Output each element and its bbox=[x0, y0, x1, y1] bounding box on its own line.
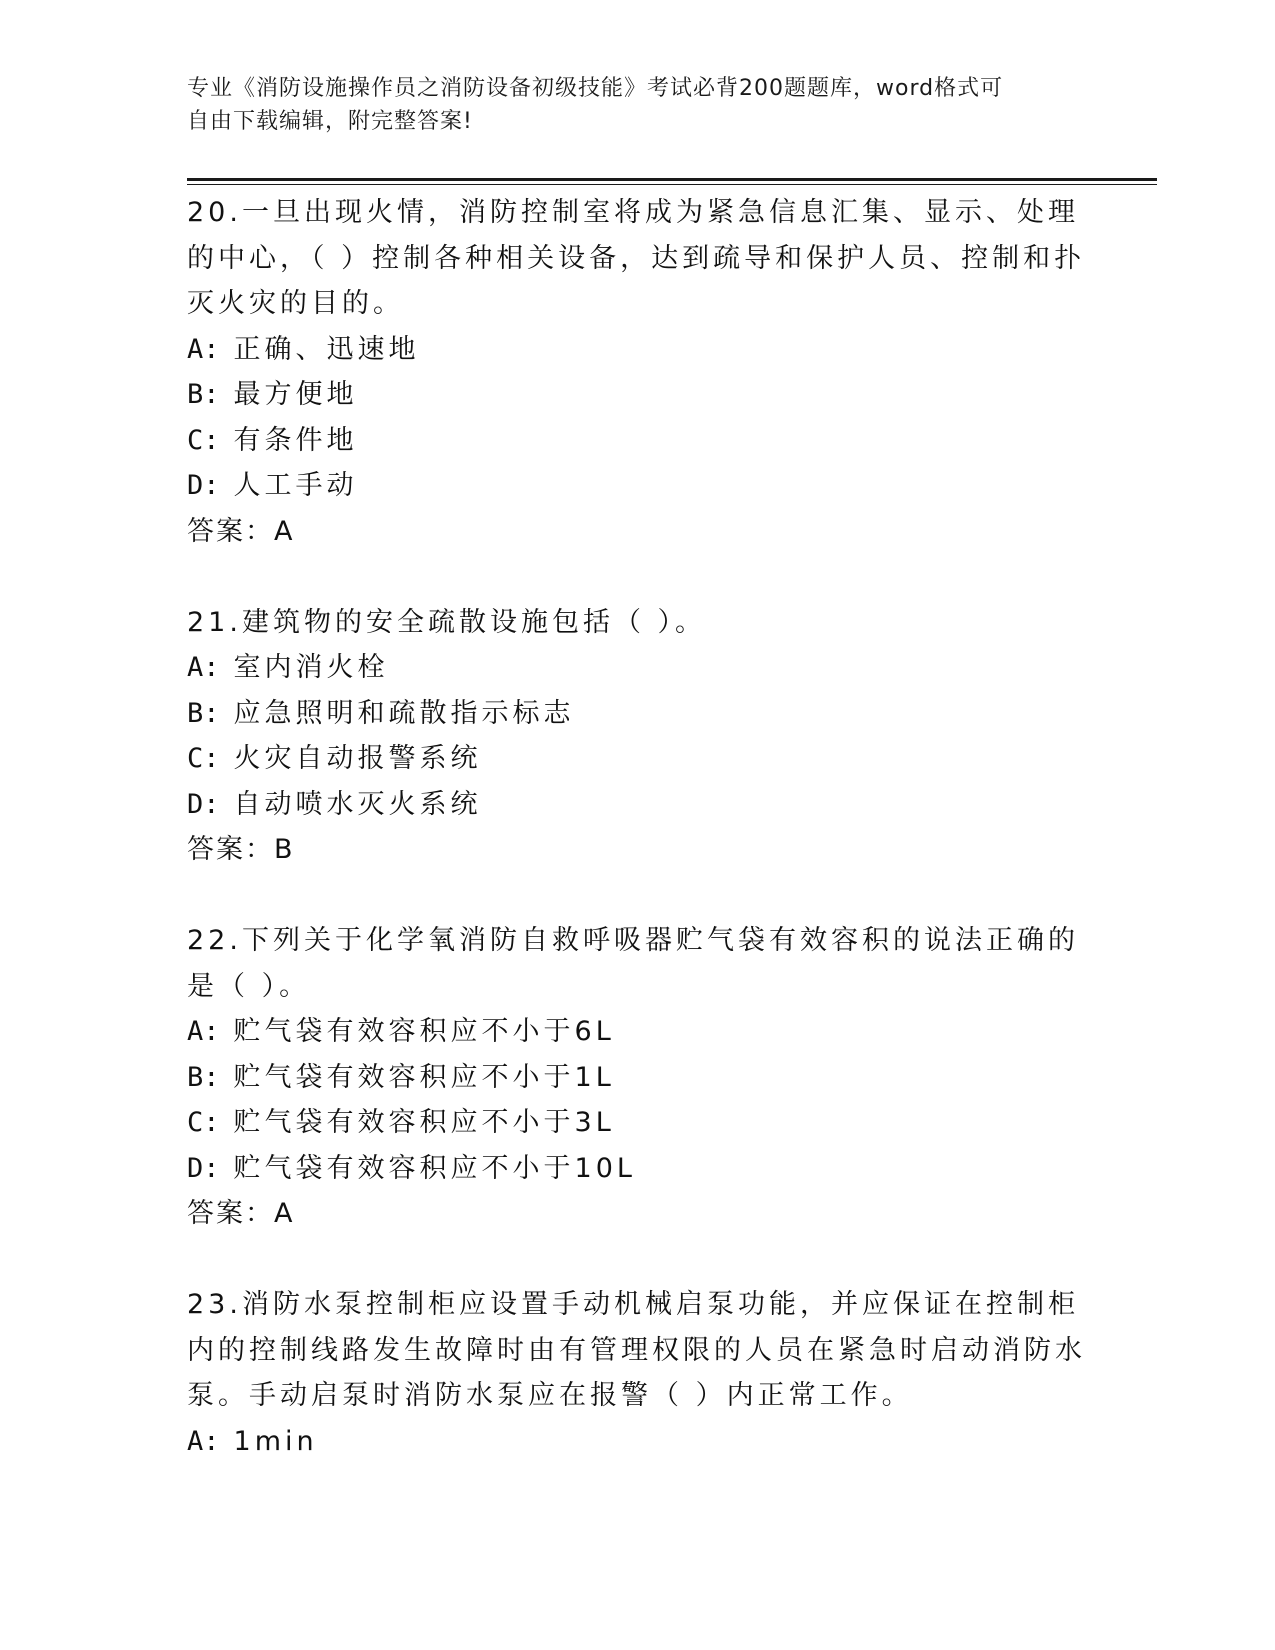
option-d bbox=[187, 782, 1087, 828]
answer-line: 答案：B bbox=[187, 834, 295, 865]
option-a bbox=[187, 1009, 1087, 1055]
question-22 bbox=[187, 918, 1087, 1237]
question-20 bbox=[187, 190, 1087, 554]
option-b bbox=[187, 691, 1087, 737]
header-divider-thick bbox=[187, 178, 1157, 181]
option-text: 贮气袋有效容积应不小于3L bbox=[233, 1107, 615, 1138]
option-letter: D: bbox=[187, 470, 220, 501]
option-a bbox=[187, 1419, 1087, 1465]
question-23 bbox=[187, 1282, 1087, 1464]
question-stem: 20.一旦出现火情，消防控制室将成为紧急信息汇集、显示、处理的中心，（ ）控制各种相关设备，达到疏导和保护人员、控制和扑灭火灾的目的。 bbox=[187, 197, 1086, 319]
option-letter: B: bbox=[187, 697, 220, 729]
option-text: 最方便地 bbox=[233, 379, 358, 410]
option-a bbox=[187, 327, 1087, 373]
option-text: 室内消火栓 bbox=[233, 652, 389, 683]
option-b bbox=[187, 1055, 1087, 1101]
option-text: 贮气袋有效容积应不小于10L bbox=[233, 1152, 636, 1184]
option-letter: B: bbox=[187, 1061, 220, 1093]
option-d bbox=[187, 463, 1087, 509]
option-text: 有条件地 bbox=[233, 424, 358, 456]
option-c bbox=[187, 1100, 1087, 1146]
document-header bbox=[187, 72, 1087, 138]
option-d bbox=[187, 1146, 1087, 1192]
header-line-1: 专业《消防设施操作员之消防设备初级技能》考试必背200题题库，word格式可 bbox=[187, 76, 1004, 101]
option-letter: C: bbox=[187, 743, 220, 774]
option-b bbox=[187, 372, 1087, 418]
option-text: 自动喷水灭火系统 bbox=[233, 788, 482, 820]
option-text: 应急照明和疏散指示标志 bbox=[233, 697, 575, 729]
question-21 bbox=[187, 600, 1087, 873]
answer-line: 答案：A bbox=[187, 1198, 295, 1229]
option-letter: D: bbox=[187, 1152, 220, 1184]
option-text: 正确、迅速地 bbox=[233, 333, 420, 365]
option-text: 贮气袋有效容积应不小于1L bbox=[233, 1061, 615, 1093]
option-letter: C: bbox=[187, 1107, 220, 1138]
option-a bbox=[187, 645, 1087, 691]
answer-line: 答案：A bbox=[187, 515, 295, 547]
question-stem: 22.下列关于化学氧消防自救呼吸器贮气袋有效容积的说法正确的是（ ）。 bbox=[187, 925, 1079, 1002]
option-letter: A: bbox=[187, 1425, 220, 1457]
option-c bbox=[187, 736, 1087, 782]
option-letter: B: bbox=[187, 379, 220, 410]
option-c bbox=[187, 418, 1087, 464]
header-line-2: 自由下载编辑，附完整答案! bbox=[187, 109, 473, 134]
option-text: 火灾自动报警系统 bbox=[233, 743, 482, 774]
question-list bbox=[187, 190, 1087, 1510]
option-letter: C: bbox=[187, 424, 220, 456]
question-stem: 21.建筑物的安全疏散设施包括（ ）。 bbox=[187, 606, 707, 638]
header-divider-thin bbox=[187, 184, 1157, 185]
option-letter: A: bbox=[187, 652, 220, 683]
option-text: 1min bbox=[233, 1425, 318, 1457]
option-letter: A: bbox=[187, 333, 220, 365]
question-stem: 23.消防水泵控制柜应设置手动机械启泵功能，并应保证在控制柜内的控制线路发生故障时由有管理权限的人员在紧急时启动消防水泵。手动启泵时消防水泵应在报警（ ）内正常工作。 bbox=[187, 1289, 1086, 1411]
option-letter: A: bbox=[187, 1016, 220, 1047]
option-text: 贮气袋有效容积应不小于6L bbox=[233, 1016, 615, 1047]
option-text: 人工手动 bbox=[233, 470, 358, 501]
option-letter: D: bbox=[187, 788, 220, 820]
